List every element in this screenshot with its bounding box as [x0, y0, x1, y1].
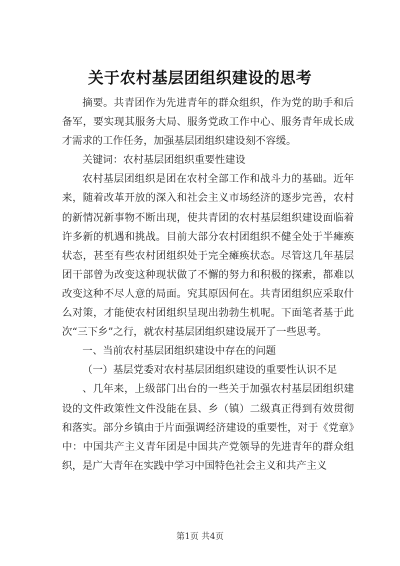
abstract-paragraph: 摘要。共青团作为先进青年的群众组织，作为党的助手和后备军，要实现其服务大局、服务党政工作中心、服务青年成长成才需求的工作任务，加强基层团组织建设刻不容缓。 [62, 98, 354, 148]
intro-paragraph: 农村基层团组织是团在农村全部工作和战斗力的基础。近年来，随着改革开放的深入和社会主义市场经济的逐步完善，农村的新情况新事物不断出现，使共青团的农村基层组织建设面临着许多新的机遇和挑战。目前大部分农村团组织不健全处于半瘫痪状态，甚至有些农村团组织处于完全瘫痪状态。尽管这几年基层团干部曾为改变这种现状做了不懈的努力和积极的探索，都难以改变这种不尽人意的局面。究其原因何在。共青团组织应采取什么对策，才能使农村团组织呈现出勃勃生机呢。下面笔者基于此次“三下乡”之行，就农村基层团组织建设展开了一些思考。 [62, 174, 354, 339]
document-body [62, 94, 354, 476]
section-heading: 一、当前农村基层团组织建设中存在的问题 [82, 346, 276, 358]
document-title: 关于农村基层团组织建设的思考 [87, 68, 312, 87]
body-paragraph: 、几年来，上级部门出台的一些关于加强农村基层团组织建设的文件政策性文件没能在县、乡（镇）二级真正得到有效贯彻和落实。部分乡镇由于片面强调经济建设的重要性，对于《党章》中：中国共产主义青年团是中国共产党领导的先进青年的群众组织，是广大青年在实践中学习中国特色社会主义和共产主义 [62, 384, 354, 472]
subsection-heading: （一）基层党委对农村基层团组织建设的重要性认识不足 [82, 365, 338, 377]
page-number-footer: 第1页 共4页 [176, 532, 224, 542]
keywords-paragraph: 关键词：农村基层团组织重要性建设 [82, 155, 246, 167]
